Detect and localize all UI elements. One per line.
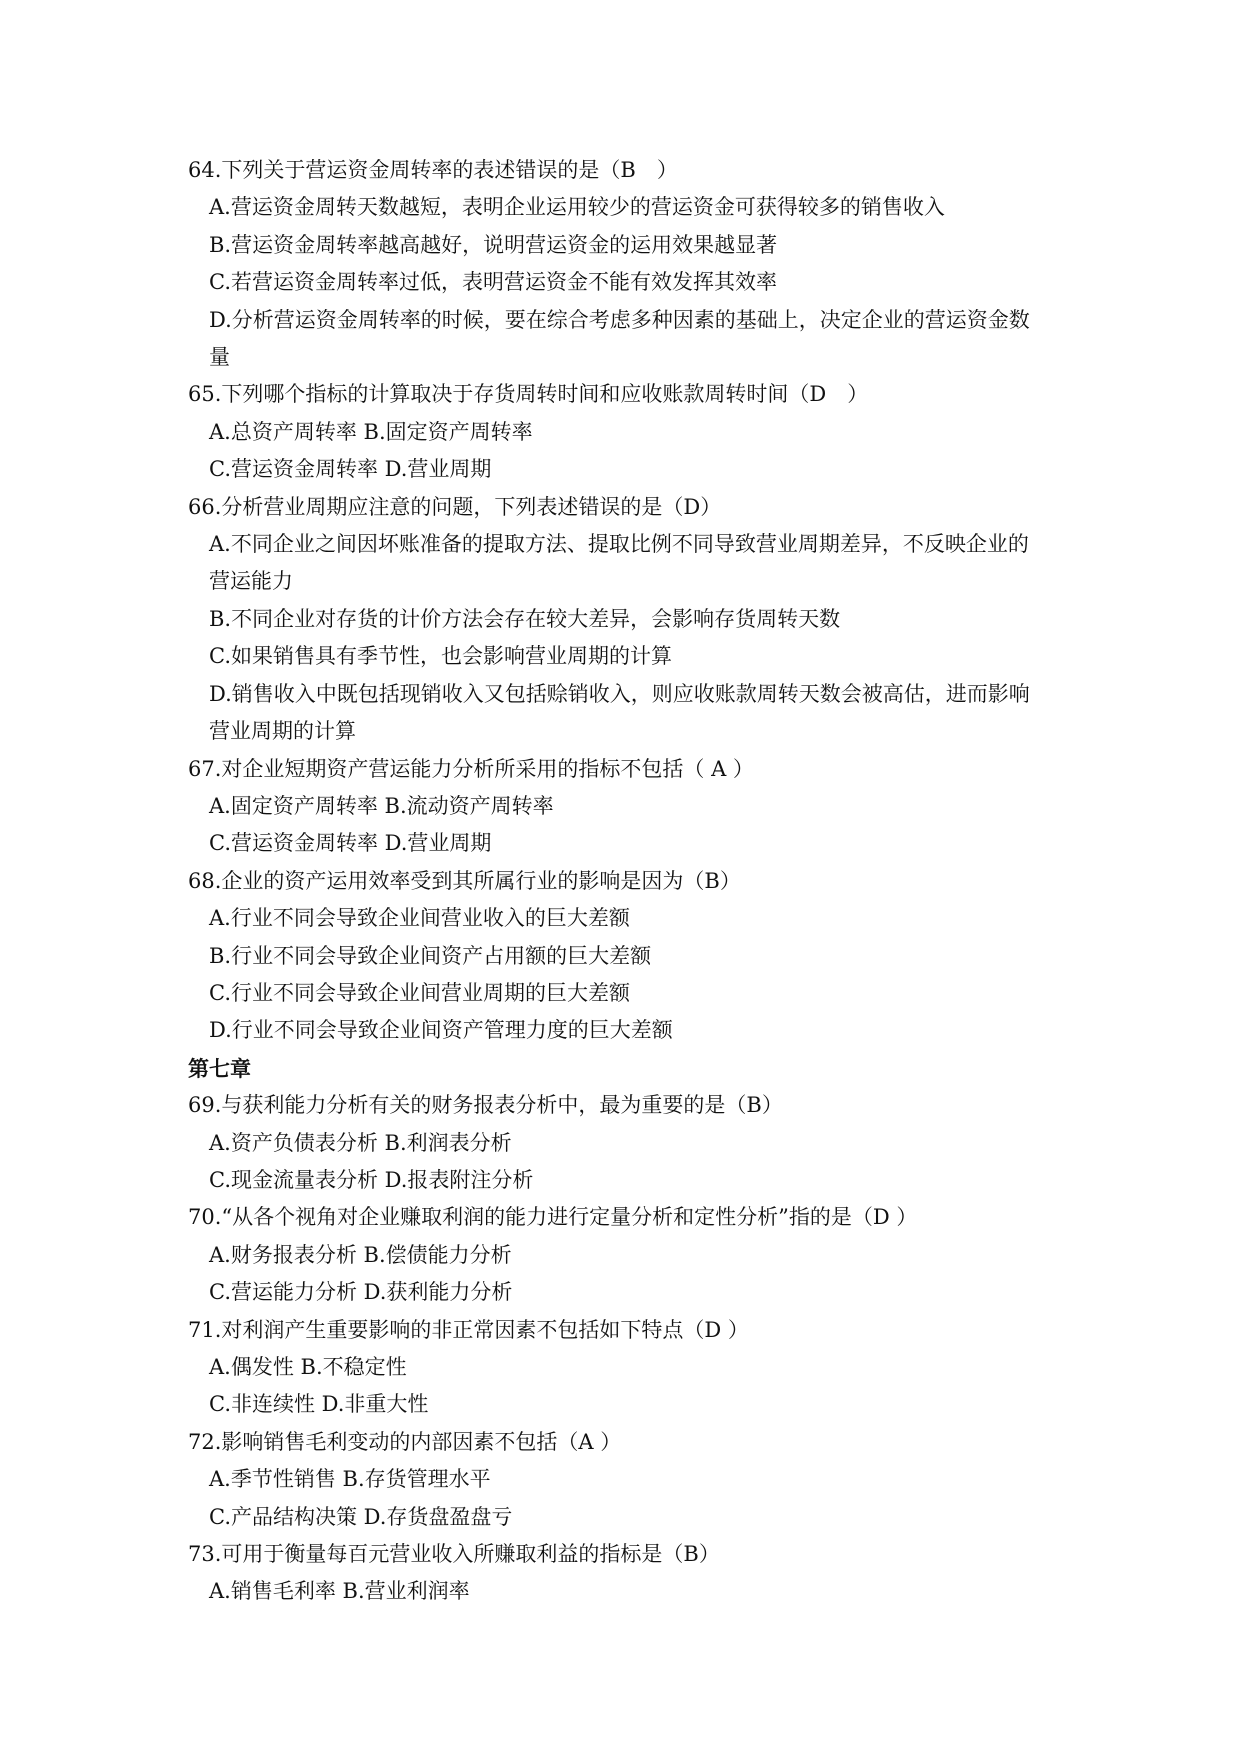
option-line: A.营运资金周转天数越短，表明企业运用较少的营运资金可获得较多的销售收入 xyxy=(209,195,945,220)
option-line: D.销售收入中既包括现销收入又包括赊销收入，则应收账款周转天数会被高估，进而影响 xyxy=(209,681,1030,706)
question-line: 69.与获利能力分析有关的财务报表分析中，最为重要的是（B） xyxy=(188,1093,783,1118)
option-line: C.非连续性 D.非重大性 xyxy=(209,1392,429,1417)
option-line: C.行业不同会导致企业间营业周期的巨大差额 xyxy=(209,980,630,1005)
option-line: 营业周期的计算 xyxy=(209,719,356,744)
question-line: 66.分析营业周期应注意的问题，下列表述错误的是（D） xyxy=(188,494,722,519)
question-line: 70.“从各个视角对企业赚取利润的能力进行定量分析和定性分析”指的是（D ） xyxy=(188,1205,918,1230)
option-line: C.营运能力分析 D.获利能力分析 xyxy=(209,1280,513,1305)
option-line: C.营运资金周转率 D.营业周期 xyxy=(209,457,492,482)
option-line: C.如果销售具有季节性，也会影响营业周期的计算 xyxy=(209,644,672,669)
question-line: 72.影响销售毛利变动的内部因素不包括（A ） xyxy=(188,1429,622,1454)
question-line: 64.下列关于营运资金周转率的表述错误的是（B ） xyxy=(188,158,678,182)
document-page xyxy=(188,152,1068,1611)
question-line: 67.对企业短期资产营运能力分析所采用的指标不包括（ A ） xyxy=(188,756,754,781)
option-line: 量 xyxy=(209,345,230,370)
option-line: A.资产负债表分析 B.利润表分析 xyxy=(209,1130,512,1155)
option-line: A.总资产周转率 B.固定资产周转率 xyxy=(209,419,533,444)
option-line: C.产品结构决策 D.存货盘盈盘亏 xyxy=(209,1504,513,1529)
option-line: B.营运资金周转率越高越好，说明营运资金的运用效果越显著 xyxy=(209,232,778,257)
option-line: C.营运资金周转率 D.营业周期 xyxy=(209,831,492,856)
option-line: A.季节性销售 B.存货管理水平 xyxy=(209,1467,491,1492)
question-line: 65.下列哪个指标的计算取决于存货周转时间和应收账款周转时间（D ） xyxy=(188,382,869,407)
option-line: C.现金流量表分析 D.报表附注分析 xyxy=(209,1167,534,1192)
option-line: D.行业不同会导致企业间资产管理力度的巨大差额 xyxy=(209,1018,673,1043)
question-line: 71.对利润产生重要影响的非正常因素不包括如下特点（D ） xyxy=(188,1317,749,1342)
question-line: 73.可用于衡量每百元营业收入所赚取利益的指标是（B） xyxy=(188,1542,720,1567)
option-line: A.行业不同会导致企业间营业收入的巨大差额 xyxy=(209,906,630,931)
option-line: B.行业不同会导致企业间资产占用额的巨大差额 xyxy=(209,943,652,968)
option-line: A.财务报表分析 B.偿债能力分析 xyxy=(209,1242,512,1267)
chapter-heading: 第七章 xyxy=(188,1055,251,1081)
option-line: A.不同企业之间因坏账准备的提取方法、提取比例不同导致营业周期差异，不反映企业的 xyxy=(209,532,1029,557)
option-line: A.固定资产周转率 B.流动资产周转率 xyxy=(209,793,554,818)
question-line: 68.企业的资产运用效率受到其所属行业的影响是因为（B） xyxy=(188,868,741,893)
option-line: 营运能力 xyxy=(209,569,293,594)
option-line: D.分析营运资金周转率的时候，要在综合考虑多种因素的基础上，决定企业的营运资金数 xyxy=(209,307,1030,332)
option-line: B.不同企业对存货的计价方法会存在较大差异，会影响存货周转天数 xyxy=(209,606,841,631)
option-line: C.若营运资金周转率过低，表明营运资金不能有效发挥其效率 xyxy=(209,270,777,295)
option-line: A.销售毛利率 B.营业利润率 xyxy=(209,1579,470,1604)
option-line: A.偶发性 B.不稳定性 xyxy=(209,1355,407,1379)
